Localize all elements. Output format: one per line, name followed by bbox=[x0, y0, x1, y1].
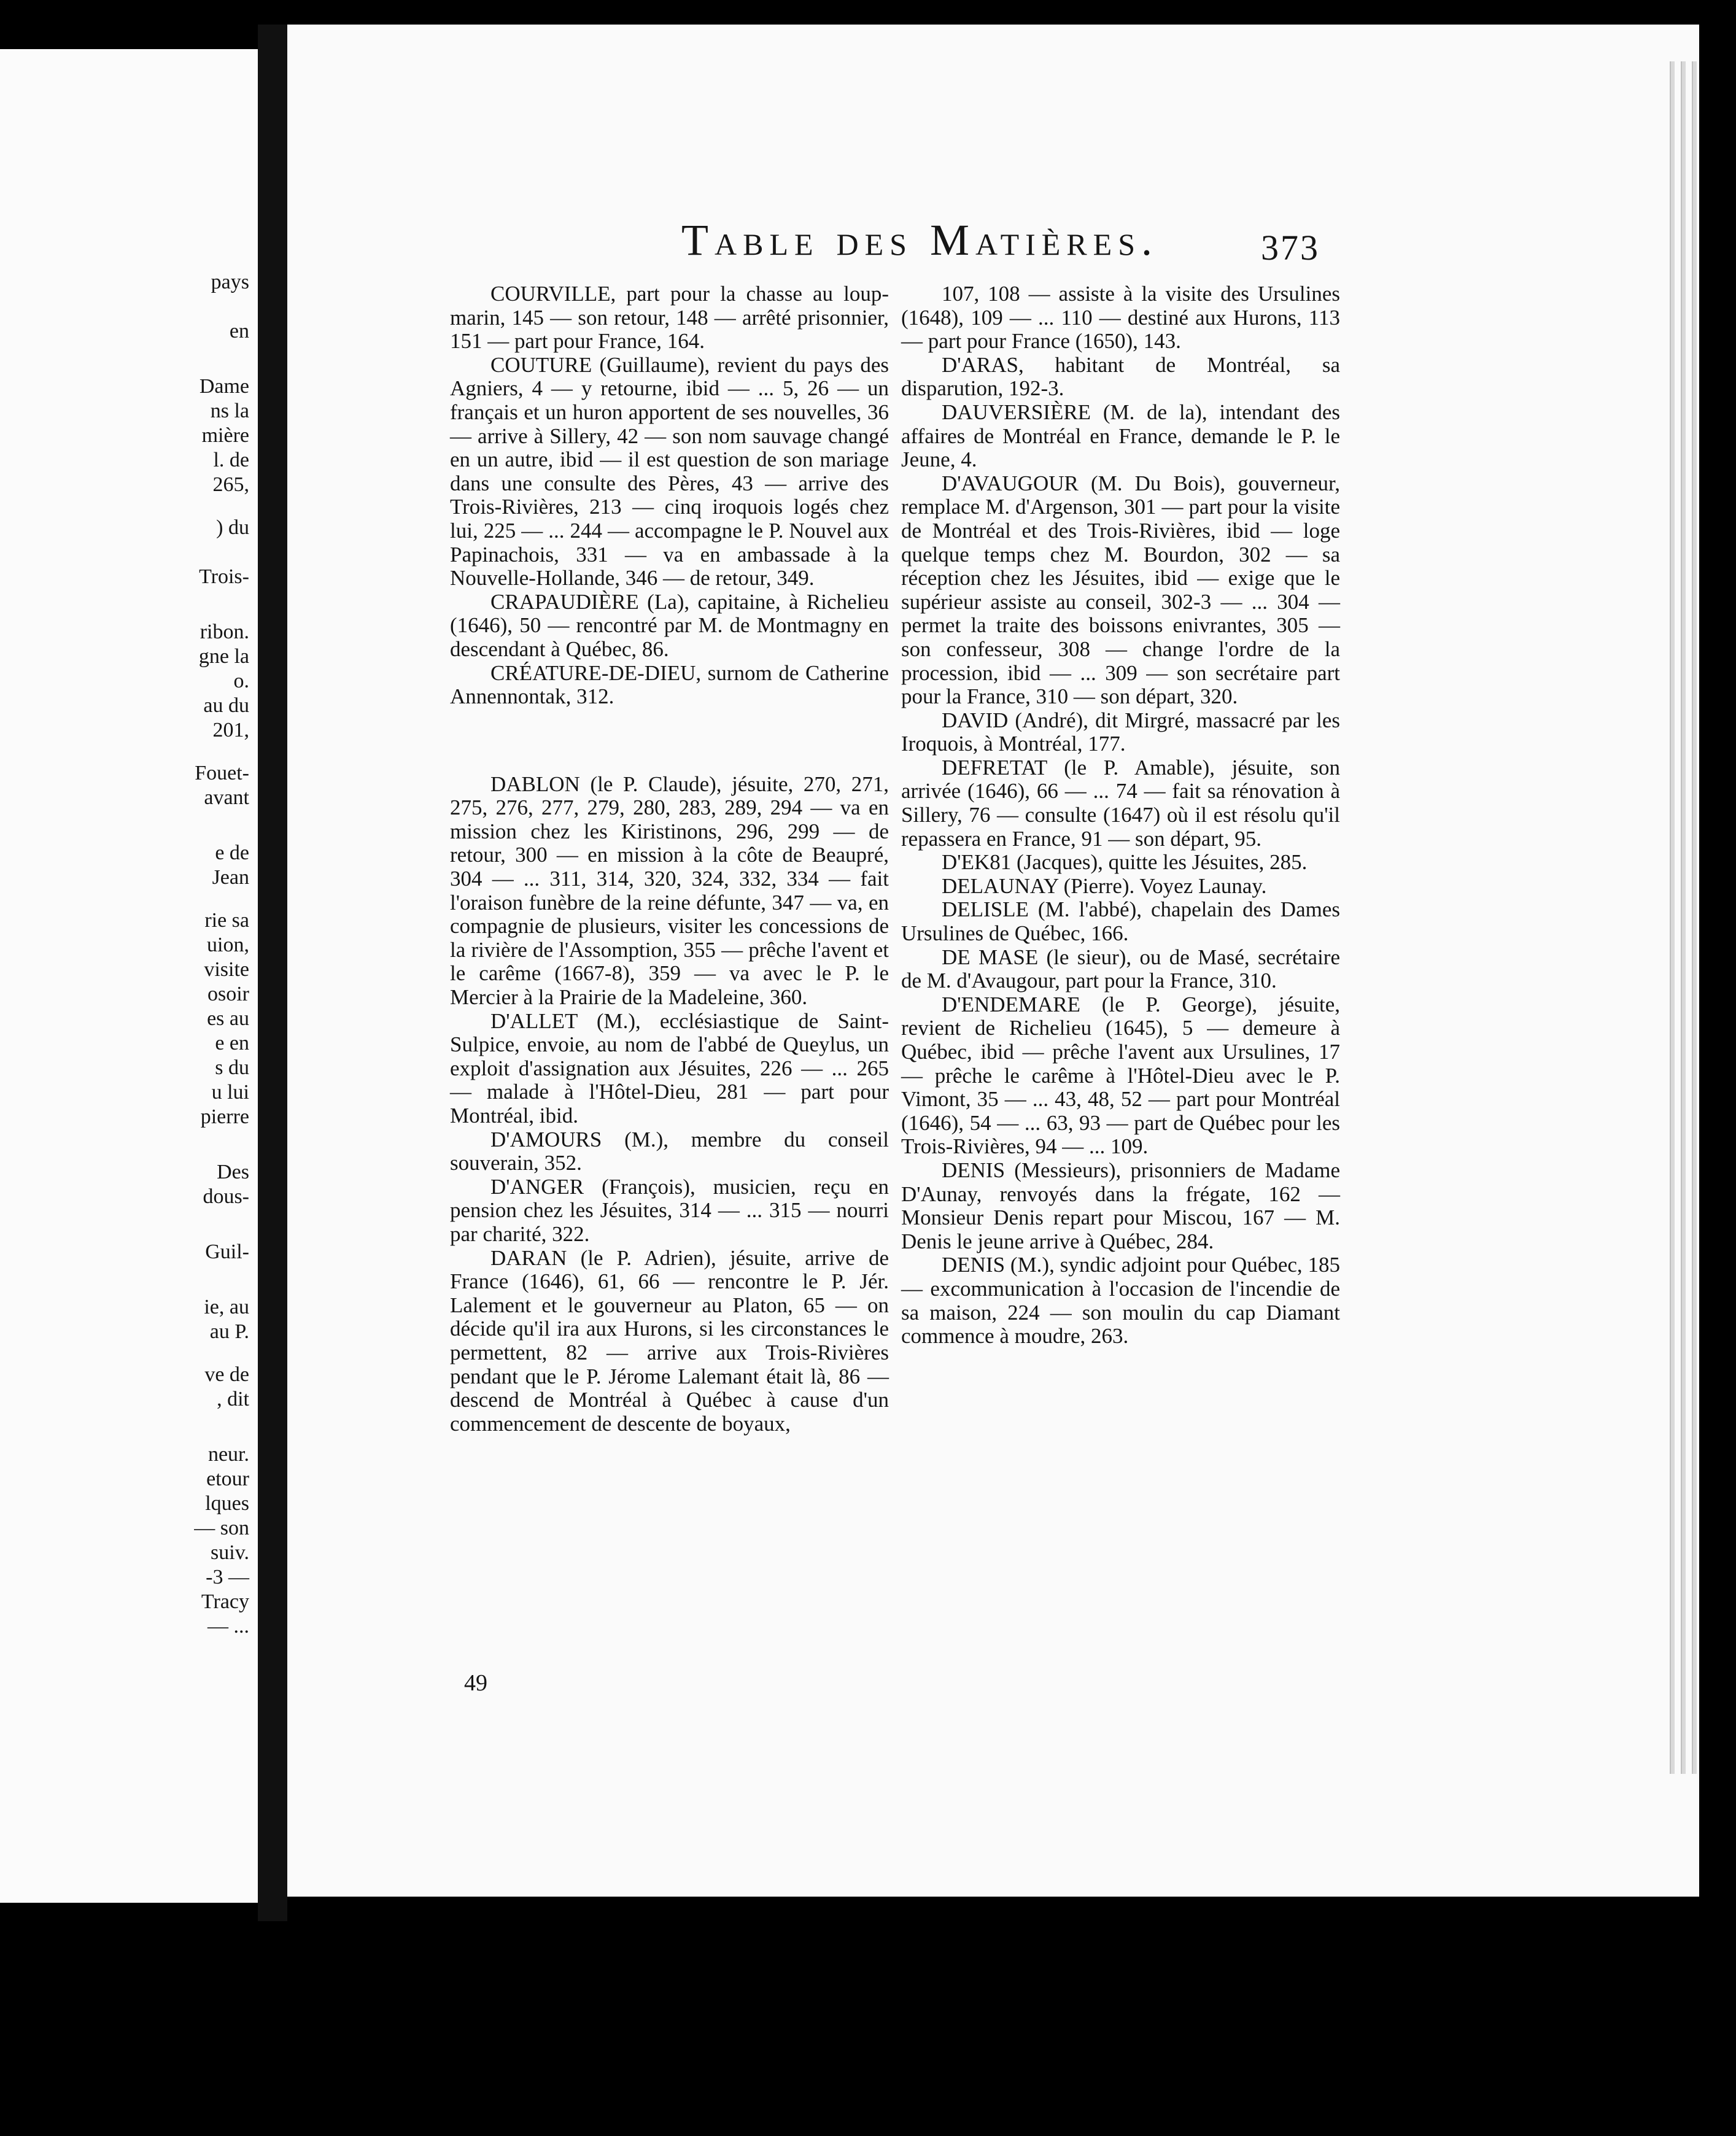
left-page-text-fragment: au P. bbox=[209, 1320, 249, 1343]
left-page-text-fragment: o. bbox=[233, 670, 249, 692]
page-stack-edge bbox=[1681, 61, 1686, 1774]
left-page-text-fragment: visite bbox=[204, 958, 249, 981]
index-entry: DE MASE (le sieur), ou de Masé, secrétaire de M. d'Avaugour, part pour la France, 310. bbox=[901, 945, 1340, 993]
index-entry: D'ENDEMARE (le P. George), jésuite, revient de Richelieu (1645), 5 — demeure à Québec, ibid — prêche l'avent aux Ursulines, 17 — prêche le carême à l'Hôtel-Dieu avec le P. Vimont, 35 — ... 43, 48, 52 — part pour Montréal (1646), 54 — ... 63, 93 — part de Québec pour les Trois-Rivières, 94 — ... 109. bbox=[901, 992, 1340, 1159]
left-page-text-fragment: Fouet- bbox=[195, 762, 249, 784]
left-page-text-fragment: u lui bbox=[211, 1081, 249, 1104]
left-page-text-fragment: ribon. bbox=[200, 621, 249, 643]
left-page-text-fragment: 201, bbox=[212, 719, 249, 741]
index-entry: DARAN (le P. Adrien), jésuite, arrive de France (1646), 61, 66 — rencontre le P. Jér. Lalement et le gouverneur au Platon, 65 — on décide qu'il ira aux Hurons, si les circonstances le permettent, 82 — arrive aux Trois-Rivières pendant que le P. Jérome Lalemant était là, 86 — descend de Montréal à Québec à cause d'un commencement de descente de boyaux, bbox=[450, 1245, 889, 1436]
left-page-text-fragment: , dit bbox=[217, 1388, 249, 1410]
printer-signature: 49 bbox=[464, 1670, 487, 1696]
index-entry: D'ANGER (François), musicien, reçu en pension chez les Jésuites, 314 — ... 315 — nourri par charité, 322. bbox=[450, 1174, 889, 1246]
index-entry: DEFRETAT (le P. Amable), jésuite, son arrivée (1646), 66 — ... 74 — fait sa rénovation à Sillery, 76 — consulte (1647) où il est résolu qu'il repassera en France, 91 — son départ, 95. bbox=[901, 755, 1340, 851]
index-entry: DELAUNAY (Pierre). Voyez Launay. bbox=[942, 873, 1267, 898]
index-entry: DABLON (le P. Claude), jésuite, 270, 271, 275, 276, 277, 279, 280, 283, 289, 294 — va en mission chez les Kiristinons, 296, 299 — de retour, 300 — en mission à la côte de Beaupré, 304 — ... 311, 314, 320, 324, 332, 334 — fait l'oraison funèbre de la reine défunte, 347 — va, en compagnie de plusieurs, visiter les concessions de la rivière de l'Assomption, 355 — prêche l'avent et le carême (1667-8), 359 — va avec le P. le Mercier à la Prairie de la Madeleine, 360. bbox=[450, 772, 889, 1010]
left-page-text-fragment: Trois- bbox=[199, 565, 249, 588]
index-column-left bbox=[450, 282, 889, 1436]
index-entry: DAVID (André), dit Mirgré, massacré par les Iroquois, à Montréal, 177. bbox=[901, 708, 1340, 756]
left-page-text-fragment: Des bbox=[217, 1161, 249, 1183]
index-entry: DAUVERSIÈRE (M. de la), intendant des affaires de Montréal en France, demande le P. le Jeune, 4. bbox=[901, 400, 1340, 472]
left-page-text-fragment: Jean bbox=[212, 866, 249, 889]
left-page-text-fragment: mière bbox=[201, 424, 249, 447]
index-column-right bbox=[901, 282, 1340, 1349]
index-entry: 107, 108 — assiste à la visite des Ursulines (1648), 109 — ... 110 — destiné aux Hurons, 113 — part pour France (1650), 143. bbox=[901, 282, 1340, 354]
left-page-text-fragment: — ... bbox=[207, 1615, 249, 1638]
index-entry: D'AVAUGOUR (M. Du Bois), gouverneur, remplace M. d'Argenson, 301 — part pour la visite de Montréal et des Trois-Rivières, ibid — loge quelque temps chez M. Bourdon, 302 — sa réception chez les Jésuites, ibid — exige que le supérieur assiste au conseil, 302-3 — ... 304 — permet la traite des boissons enivrantes, 305 — son confesseur, 308 — change l'ordre de la procession, ibid — ... 309 — son secrétaire part pour la France, 310 — son départ, 320. bbox=[901, 471, 1340, 709]
left-page-text-fragment: suiv. bbox=[211, 1541, 249, 1564]
left-page-text-fragment: — son bbox=[194, 1517, 249, 1539]
left-page-text-fragment: ) du bbox=[216, 516, 249, 539]
index-entry: CRAPAUDIÈRE (La), capitaine, à Richelieu (1646), 50 — rencontré par M. de Montmagny en descendant à Québec, 86. bbox=[450, 589, 889, 661]
index-entry: DENIS (Messieurs), prisonniers de Madame D'Aunay, renvoyés dans la frégate, 162 — Monsieur Denis repart pour Miscou, 167 — M. Denis le jeune arrive à Québec, 284. bbox=[901, 1158, 1340, 1253]
page-stack-edge bbox=[1670, 61, 1675, 1774]
left-page-text-fragment: s du bbox=[215, 1056, 249, 1079]
left-page-text-fragment: l. de bbox=[213, 449, 249, 471]
left-page-text-fragment: e en bbox=[215, 1032, 249, 1054]
left-page-text-fragment: es au bbox=[207, 1007, 249, 1030]
left-page-text-fragment: e de bbox=[215, 842, 249, 864]
left-page-text-fragment: avant bbox=[204, 786, 249, 809]
left-page-text-fragment: ve de bbox=[204, 1363, 249, 1386]
index-entry: D'ARAS, habitant de Montréal, sa disparution, 192-3. bbox=[901, 352, 1340, 401]
left-page-text-fragment: en bbox=[229, 320, 249, 342]
left-page-text-fragment: 265, bbox=[212, 473, 249, 496]
left-page-text-fragment: Tracy bbox=[201, 1590, 249, 1613]
page-stack-edge bbox=[1692, 61, 1697, 1774]
left-page-text-fragment: ns la bbox=[210, 400, 249, 422]
left-page-text-fragment: etour bbox=[206, 1468, 249, 1490]
index-entry: DELISLE (M. l'abbé), chapelain des Dames Ursulines de Québec, 166. bbox=[901, 897, 1340, 946]
left-page-text-fragment: uion, bbox=[207, 934, 249, 956]
running-title: Table des Matières. bbox=[681, 215, 1158, 265]
index-entry: COURVILLE, part pour la chasse au loup-marin, 145 — son retour, 148 — arrêté prisonnier, 151 — part pour France, 164. bbox=[450, 282, 889, 354]
index-entry: D'EK81 (Jacques), quitte les Jésuites, 285. bbox=[942, 850, 1308, 875]
index-entry: D'AMOURS (M.), membre du conseil souverain, 352. bbox=[450, 1127, 889, 1175]
index-entry: CRÉATURE-DE-DIEU, surnom de Catherine Annennontak, 312. bbox=[450, 660, 889, 709]
left-page-text-fragment: ie, au bbox=[204, 1296, 249, 1318]
page-header bbox=[399, 215, 1320, 282]
left-page-text-fragment: osoir bbox=[207, 983, 249, 1005]
left-page-text-fragment: gne la bbox=[198, 645, 249, 668]
index-entry: DENIS (M.), syndic adjoint pour Québec, 185 — excommunication à l'occasion de l'incendie de sa maison, 224 — son moulin du cap Diamant commence à moudre, 263. bbox=[901, 1253, 1340, 1349]
left-page-text-fragment: Dame bbox=[199, 375, 249, 398]
left-page-text-fragment: neur. bbox=[207, 1443, 249, 1466]
left-page-text-fragment: rie sa bbox=[204, 909, 249, 932]
book-gutter bbox=[258, 25, 287, 1921]
left-page-text-fragment: dous- bbox=[203, 1185, 249, 1208]
left-page-text-fragment: Guil- bbox=[205, 1240, 249, 1263]
left-page-text-fragment: pierre bbox=[200, 1105, 249, 1128]
page-number: 373 bbox=[1261, 228, 1320, 268]
index-entry: COUTURE (Guillaume), revient du pays des Agniers, 4 — y retourne, ibid — ... 5, 26 — un français et un huron apportent de ses nouvelles, 36 — arrive à Sillery, 42 — son nom sauvage changé en un autre, ibid — il est question de son mariage dans une consulte des Pères, 43 — arrive des Trois-Rivières, 213 — cinq iroquois logés chez lui, 225 — ... 244 — accompagne le P. Nouvel aux Papinachois, 331 — va en ambassade à la Nouvelle-Hollande, 346 — de retour, 349. bbox=[450, 352, 889, 590]
left-page-text-fragment: lques bbox=[205, 1492, 249, 1515]
previous-page-edge bbox=[0, 49, 258, 1903]
index-entry: D'ALLET (M.), ecclésiastique de Saint-Sulpice, envoie, au nom de l'abbé de Queylus, un exploit d'assignation aux Jésuites, 226 — ... 265 — malade à l'Hôtel-Dieu, 281 — part pour Montréal, ibid. bbox=[450, 1008, 889, 1128]
left-page-text-fragment: -3 — bbox=[206, 1566, 249, 1588]
left-page-text-fragment: pays bbox=[211, 271, 249, 293]
left-page-text-fragment: au du bbox=[203, 694, 249, 717]
